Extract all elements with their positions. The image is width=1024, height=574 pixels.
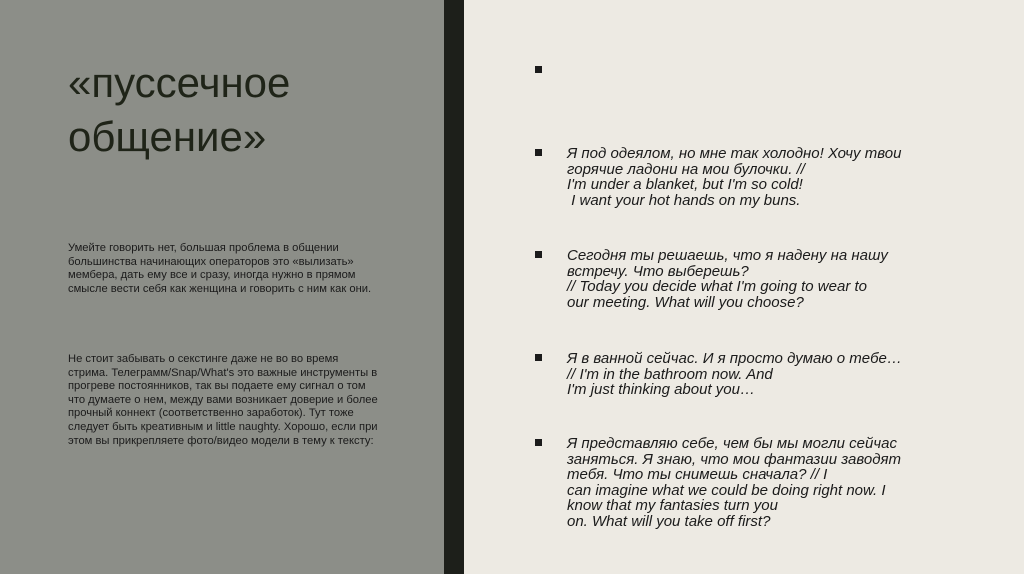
bullet-line: встречу. Что выберешь? xyxy=(567,262,749,280)
bullet-line: горячие ладони на мои булочки. // xyxy=(567,160,805,178)
square-bullet-icon xyxy=(535,149,542,156)
square-bullet-icon xyxy=(535,251,542,258)
square-bullet-icon xyxy=(535,354,542,361)
bullet-line: our meeting. What will you choose? xyxy=(567,293,804,311)
bullet-line: Я под одеялом, но мне так холодно! Хочу твои xyxy=(567,145,902,162)
bullet-text xyxy=(567,146,967,208)
bullet-text xyxy=(567,248,967,310)
bullet-line: заняться. Я знаю, что мои фантазии заводят xyxy=(567,450,902,468)
bullet-line: I want your hot hands on my buns. xyxy=(567,191,801,209)
bullet-line: // I'm in the bathroom now. And xyxy=(567,365,773,383)
bullet-line: тебя. Что ты снимешь сначала? // I xyxy=(567,466,828,483)
bullet-line: on. What will you take off first? xyxy=(567,512,771,530)
bullet-line: know that my fantasies turn you xyxy=(567,497,778,514)
square-bullet-icon xyxy=(535,439,542,446)
body-paragraph-1: Умейте говорить нет, большая проблема в общении большинства начинающих операторов это «вылизать» мембера, дать ему все и сразу, иногда нужно в прямом смысле вести себя как женщина и говорить с ним как они. xyxy=(68,242,372,295)
bullet-line: Я в ванной сейчас. И я просто думаю о тебе… xyxy=(567,350,902,367)
bullet-text xyxy=(567,436,967,529)
bullet-line: I'm just thinking about you… xyxy=(567,381,755,398)
vertical-divider xyxy=(444,0,464,574)
body-paragraph-2: Не стоит забывать о секстинге даже не во во время стрима. Телеграмм/Snap/What's это важные инструменты в прогреве постоянников, так вы подаете ему сигнал о том что думаете о нем, между вами возникает доверие и более прочный коннект (соответственно заработок). Тут тоже следует быть креативным и little naughty. Хорошо, если при этом вы прикрепляете фото/видео модели в тему к тексту: xyxy=(68,353,378,447)
slide-title-line-1: «пуссечное xyxy=(68,59,291,106)
left-panel xyxy=(0,0,444,574)
slide-title-line-2: общение» xyxy=(68,113,267,160)
bullet-line: I'm under a blanket, but I'm so cold! xyxy=(567,176,803,193)
bullet-line: Сегодня ты решаешь, что я надену на нашу xyxy=(567,247,888,264)
square-bullet-icon xyxy=(535,66,542,73)
bullet-line: can imagine what we could be doing right now. I xyxy=(567,481,886,499)
bullet-line: // Today you decide what I'm going to wear to xyxy=(567,278,867,295)
bullet-text xyxy=(567,351,967,398)
slide-title xyxy=(68,56,428,164)
bullet-line: Я представляю себе, чем бы мы могли сейчас xyxy=(567,435,897,452)
